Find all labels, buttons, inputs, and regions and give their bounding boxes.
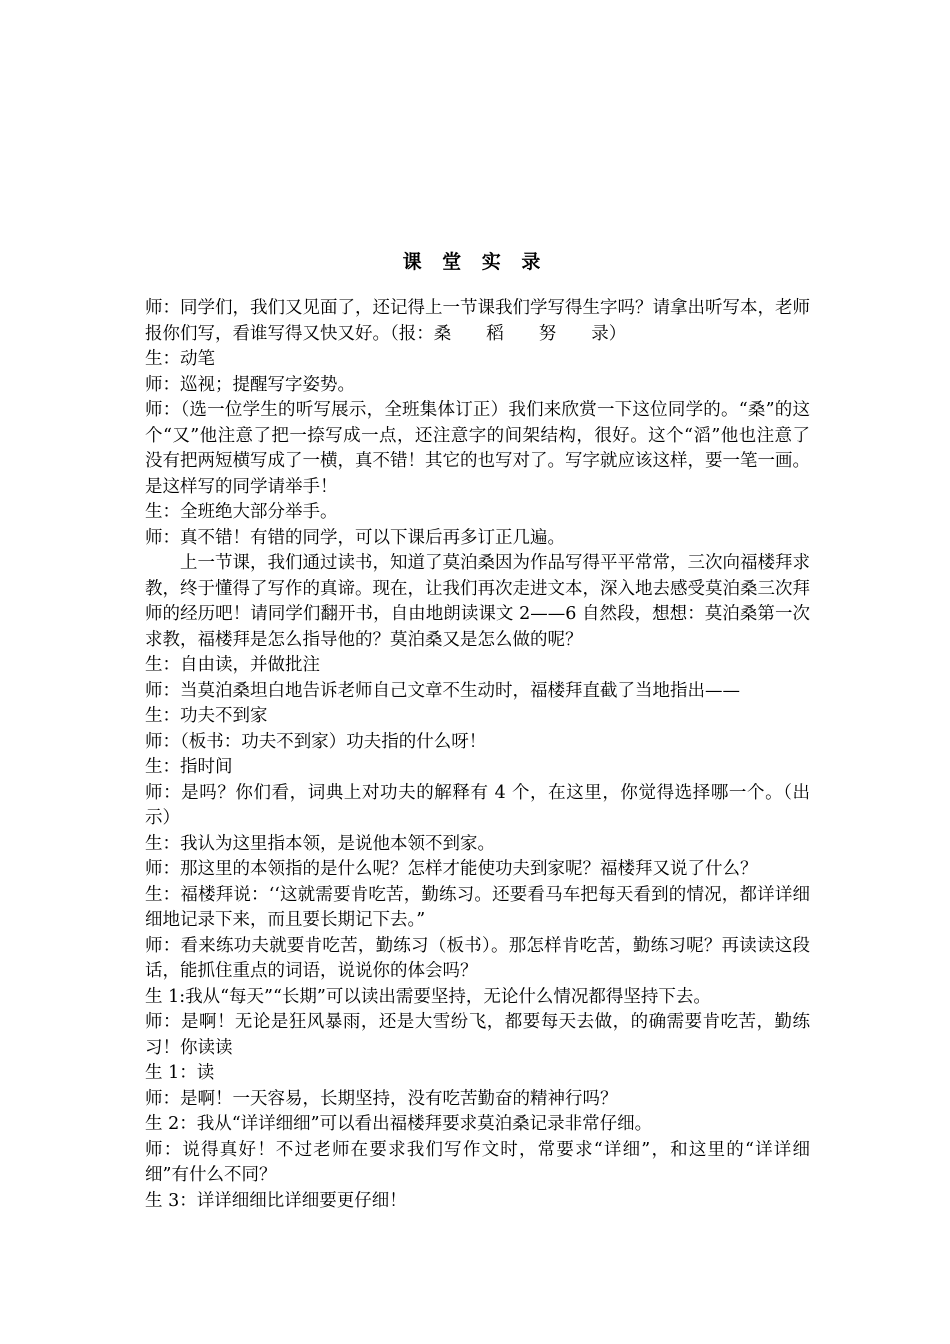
transcript-line: 师：那这里的本领指的是什么呢？怎样才能使功夫到家呢？福楼拜又说了什么？: [145, 859, 758, 879]
transcript-line: 师：真不错！有错的同学，可以下课后再多订正几遍。: [145, 527, 565, 548]
transcript-line: 师：是啊！无论是狂风暴雨，还是大雪纷飞，都要每天去做，的确需要肯吃苦，勤练习！你读读: [145, 1012, 810, 1058]
transcript-line: 生 1:我从“每天”“长期”可以读出需要坚持，无论什么情况都得坚持下去。: [145, 986, 711, 1007]
transcript-paragraph: 上一节课，我们通过读书，知道了莫泊桑因为作品写得平平常常，三次向福楼拜求教，终于懂得了写作的真谛。现在，让我们再次走进文本，深入地去感受莫泊桑三次拜师的经历吧！请同学们翻开书，自由地朗读课文 2——6 自然段，想想：莫泊桑第一次求教，福楼拜是怎么指导他的？莫泊桑又是怎么做的呢？: [145, 553, 810, 650]
transcript-line: 师：（板书：功夫不到家）功夫指的什么呀！: [145, 731, 487, 752]
transcript-line: 师：（选一位学生的听写展示，全班集体订正）我们来欣赏一下这位同学的。“桑”的这个“又”他注意了把一捺写成一点，还注意字的间架结构，很好。这个“滔”他也注意了没有把两短横写成了一横，真不错！其它的也写对了。写字就应该这样，要一笔一画。是这样写的同学请举手！: [145, 400, 810, 497]
transcript-line: 师：巡视；提醒写字姿势。: [145, 374, 355, 395]
transcript-line: 生：指时间: [145, 757, 233, 777]
transcript-body: [145, 296, 810, 1214]
transcript-line: 师：是吗？你们看，词典上对功夫的解释有 4 个，在这里，你觉得选择哪一个。（出示）: [145, 782, 810, 828]
transcript-line: 师：同学们，我们又见面了，还记得上一节课我们学写得生字吗？请拿出听写本，老师报你们写，看谁写得又快又好。（报：桑 稻 努 录）: [145, 298, 810, 344]
transcript-line: 生 2：我从“详详细细”可以看出福楼拜要求莫泊桑记录非常仔细。: [145, 1114, 653, 1134]
transcript-line: 师：看来练功夫就要肯吃苦，勤练习（板书）。那怎样肯吃苦，勤练习呢？再读读这段话，能抓住重点的词语，说说你的体会吗？: [145, 935, 810, 981]
transcript-line: 生：功夫不到家: [145, 706, 268, 726]
transcript-line: 生：我认为这里指本领，是说他本领不到家。: [145, 833, 495, 854]
transcript-line: 生 3：详详细细比详细要更仔细！: [145, 1190, 407, 1211]
transcript-line: 生：自由读，并做批注: [145, 655, 320, 675]
transcript-line: 师：当莫泊桑坦白地告诉老师自己文章不生动时，福楼拜直截了当地指出——: [145, 680, 740, 701]
transcript-line: 生：动笔: [145, 349, 215, 369]
transcript-line: 师：是啊！一天容易，长期坚持，没有吃苦勤奋的精神行吗？: [145, 1088, 618, 1109]
transcript-line: 生：福楼拜说：‘‘这就需要肯吃苦，勤练习。还要看马车把每天看到的情况，都详详细细地记录下来，而且要长期记下去。”: [145, 884, 810, 930]
transcript-line: 生 1：读: [145, 1063, 215, 1083]
page-title: 课 堂 实 录: [402, 251, 548, 273]
transcript-line: 师：说得真好！不过老师在要求我们写作文时，常要求“详细”，和这里的“详详细细”有什么不同？: [145, 1139, 810, 1185]
transcript-line: 生：全班绝大部分举手。: [145, 502, 338, 522]
